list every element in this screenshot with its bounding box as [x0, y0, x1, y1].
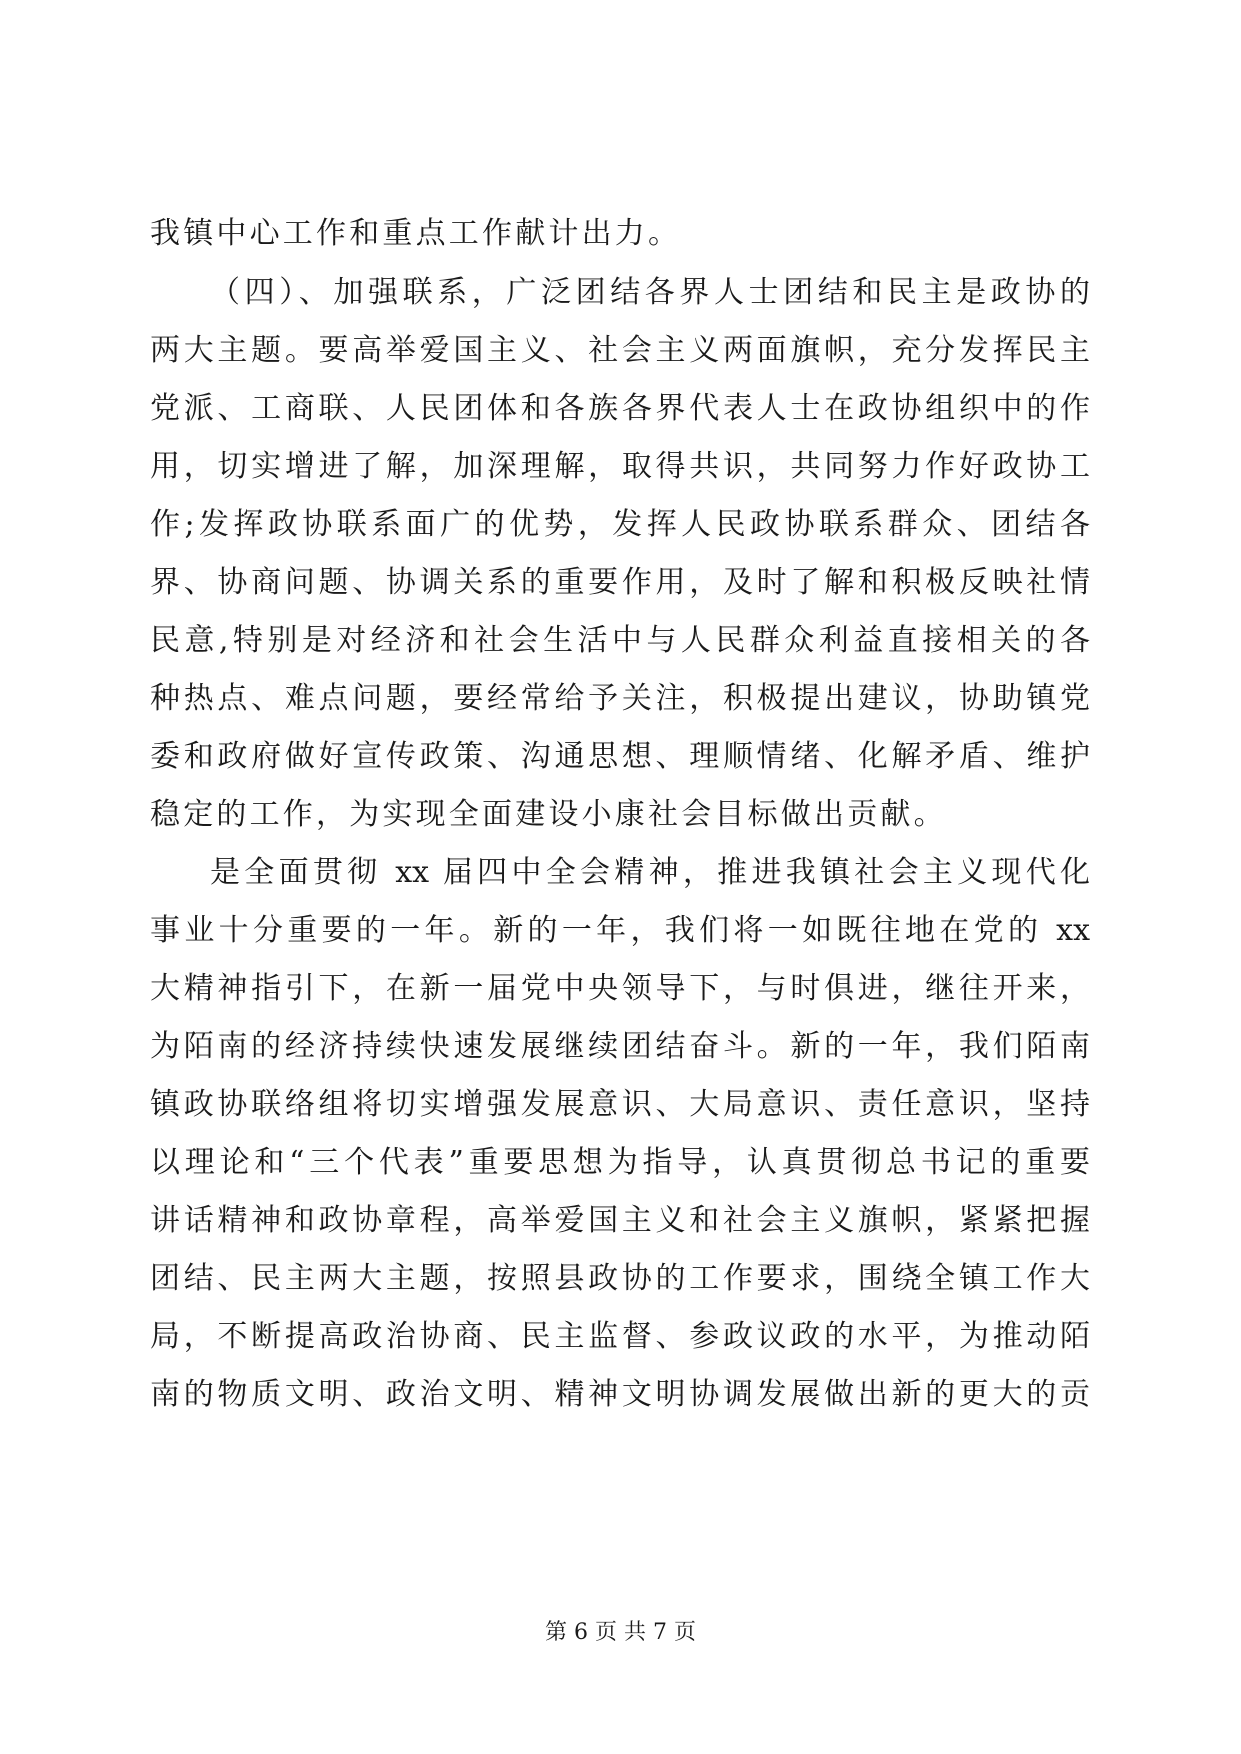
text-line: 镇政协联络组将切实增强发展意识、大局意识、责任意识，坚持	[150, 1087, 1090, 1122]
text-line: 种热点、难点问题，要经常给予关注，积极提出建议，协助镇党	[150, 681, 1090, 716]
text-line: 用，切实增进了解，加深理解，取得共识，共同努力作好政协工	[150, 449, 1090, 484]
text-line: 我镇中心工作和重点工作献计出力。	[150, 216, 682, 251]
text-line: 民意,特别是对经济和社会生活中与人民群众利益直接相关的各	[150, 623, 1090, 658]
text-line: 委和政府做好宣传政策、沟通思想、理顺情绪、化解矛盾、维护	[150, 739, 1090, 774]
text-line: 讲话精神和政协章程，高举爱国主义和社会主义旗帜，紧紧把握	[150, 1203, 1090, 1238]
text-line: 是全面贯彻 xx 届四中全会精神，推进我镇社会主义现代化	[210, 855, 1090, 890]
text-line: 事业十分重要的一年。新的一年，我们将一如既往地在党的 xx	[150, 913, 1090, 948]
text-line: （四）、加强联系，广泛团结各界人士团结和民主是政协的	[210, 275, 1090, 310]
text-line: 团结、民主两大主题，按照县政协的工作要求，围绕全镇工作大	[150, 1261, 1090, 1296]
text-line: 两大主题。要高举爱国主义、社会主义两面旗帜，充分发挥民主	[150, 333, 1090, 368]
text-line: 界、协商问题、协调关系的重要作用，及时了解和积极反映社情	[150, 565, 1090, 600]
text-line: 局，不断提高政治协商、民主监督、参政议政的水平，为推动陌	[150, 1319, 1090, 1354]
text-line: 作;发挥政协联系面广的优势，发挥人民政协联系群众、团结各	[150, 507, 1090, 542]
page-number: 第 6 页 共 7 页	[545, 1620, 696, 1645]
text-line: 大精神指引下，在新一届党中央领导下，与时俱进，继往开来，	[150, 971, 1090, 1006]
text-line: 为陌南的经济持续快速发展继续团结奋斗。新的一年，我们陌南	[150, 1029, 1090, 1064]
text-line: 党派、工商联、人民团体和各族各界代表人士在政协组织中的作	[150, 391, 1090, 426]
text-line: 稳定的工作，为实现全面建设小康社会目标做出贡献。	[150, 797, 947, 832]
text-line: 以理论和“三个代表”重要思想为指导，认真贯彻总书记的重要	[150, 1145, 1090, 1180]
text-line: 南的物质文明、政治文明、精神文明协调发展做出新的更大的贡	[150, 1377, 1090, 1412]
